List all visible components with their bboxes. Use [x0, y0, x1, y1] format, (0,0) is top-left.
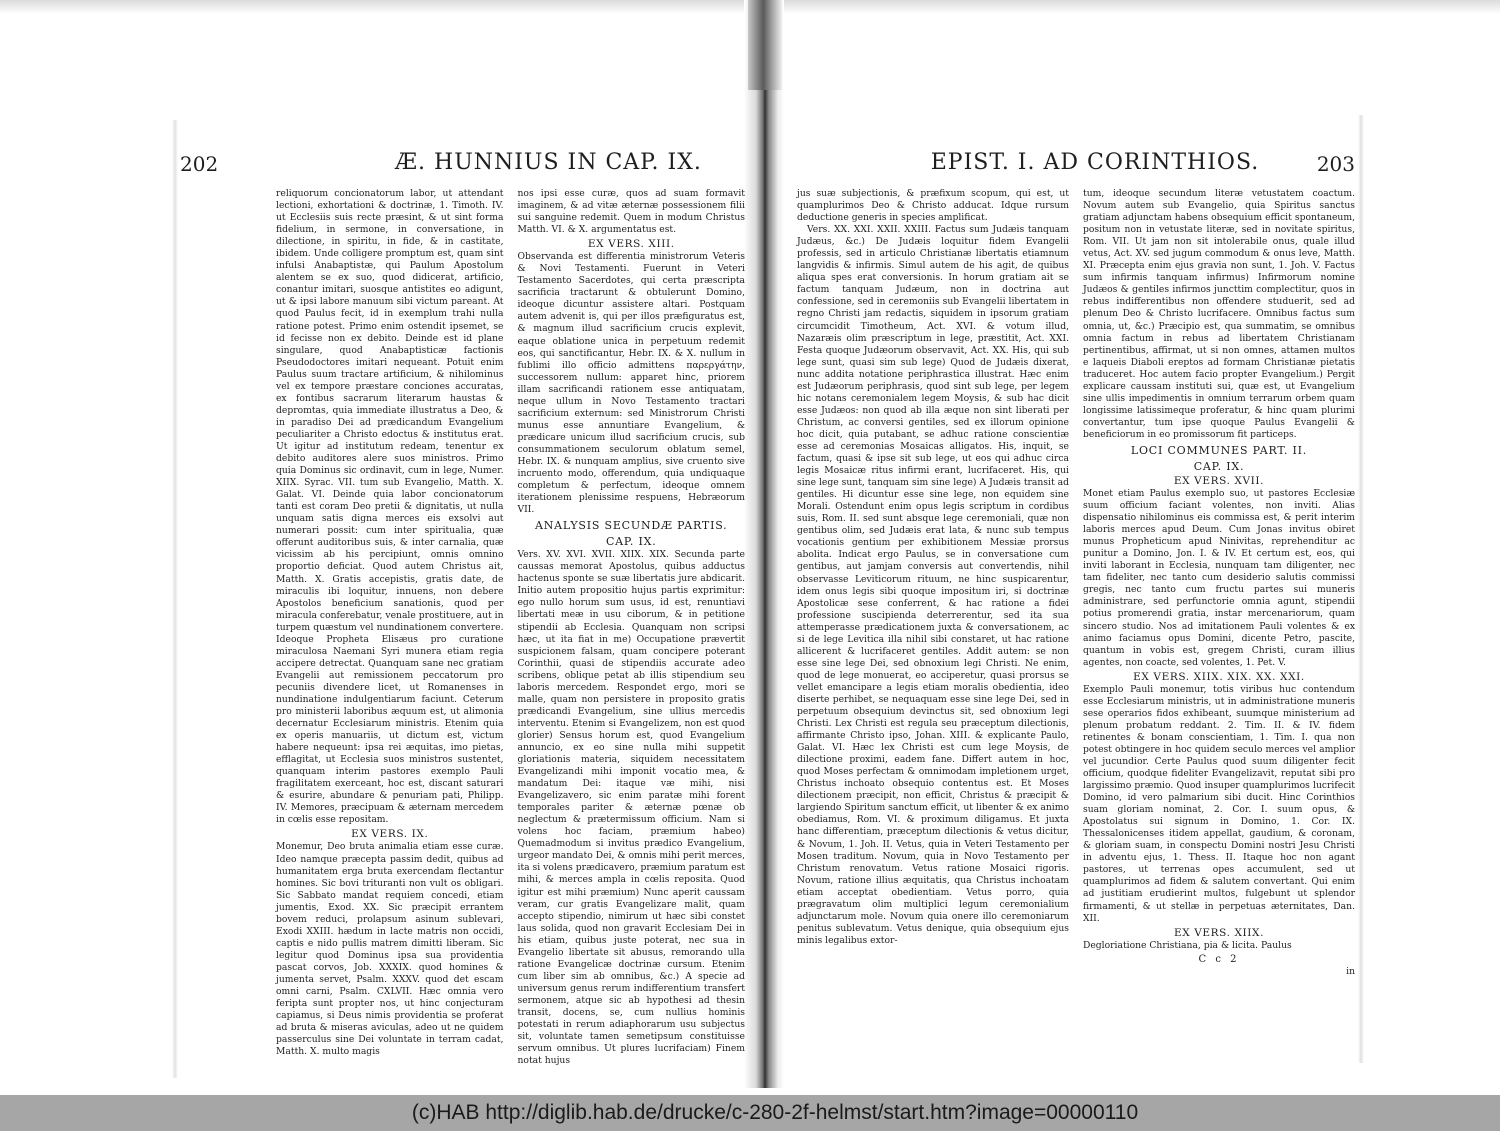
section-heading: EX VERS. XIIX.	[1173, 926, 1265, 939]
right-page-edge	[1358, 115, 1364, 1063]
paragraph: Monemur, Deo bruta animalia etiam esse curæ. Ideo namque præcepta passim dedit, quibus ad humanitatem erga bruta exercendam flectantur homines. Sic bovi trituranti non vult os obligari. Sic Sabbato mandat requiem concedi, etiam jumentis, Exod. XX. Sic præcipit errantem bovem reduci, prolapsum asinum sublevari, Exodi XXIII. hædum in lacte matris non occidi, captis e nido pullis matrem dimitti liberam. Sic legitur quod Dominus ipsa sua providentia pascat corvos, Job. XXXIX. quod homines & jumenta servet, Psalm. XXXV. quod det escam omni carni, Psalm. CXLVII. Hæc omnia vero feripta sunt propter nos, ut hinc conjecturam capiamus, si Deus nimis providentia se proferat ad bruta & miseras aviculas, adeo ut ne quidem passerculus sine Dei voluntate in terram cadat, Matth. X. multo magis	[276, 841, 504, 1058]
paragraph: reliquorum concionatorum labor, ut attendant lectioni, exhortationi & doctrinæ, 1. Timoth. IV. ut Ecclesiis suis recte præsint, & ut sint forma fidelium, in sermone, in conversatione, in dilectione, in spiritu, in fide, & in castitate, ibidem. Unde colligere promptum est, quam sint infulsi Anabaptistæ, qui Paulum Apostolum alentem se ex suo, quod didicerat, artificio, conantur imitari, suosque antistites eo adigunt, ut & ipsi labore manuum sibi victum pareant. At quod Paulus fecit, id in exemplum trahi nulla ratione potest. Primo enim ostendit ipsemet, se id fecisse non ex debito. Deinde est id plane singulare, quod Anabaptisticæ factionis Pseudodoctores imitari nequeant. Potuit enim Paulus suum tractare artificium, & nihilominus vel ex tempore præstare conciones accuratas, ex fontibus sacrarum literarum haustas & depromtas, quia immediate illustratus a Deo, & in paradiso Dei ad prædicandum Evangelium peculiariter a Christo edoctus & institutus erat. Ut igitur ad institutum redeam, tenentur ex debito auditores alere suos ministros. Primo quia Dominus sic ordinavit, cum in lege, Numer. XIIX. Syrac. VII. tum sub Evangelio, Matth. X. Galat. VI. Deinde quia labor concionatorum tanti est coram Deo pretii & dignitatis, ut nulla unquam satis digna merces eis exsolvi aut numerari possit: cum inter spiritualia, quæ offerunt auditoribus suis, & inter carnalia, quæ vicissim ab his percipiunt, omnis omnino proportio deficiat. Quod autem Christus ait, Matth. X. Gratis accepistis, gratis date, de miraculis ibi loquitur, innuens, non debere Apostolos beneficium sanationis, quod per miracula conferebatur, venale prostituere, aut in turpem quæstum vel nundinationem convertere. Ideoque Propheta Elisæus pro curatione miraculosa Naemani Syri munera etiam regia accipere detrectat. Quanquam sane nec gratiam Evangelii aut remissionem peccatorum pro pecuniis divendere licet, ut Romanenses in nundinatione indulgentiarum faciunt. Ceterum pro ministerii laboribus æquum est, ut alimonia decernatur Ecclesiarum ministris. Etenim quia ex operis manuariis, ut dictum est, victum habere nequeunt: ipsa rei æquitas, imo pietas, efflagitat, ut Ecclesia suos ministros sustentet, quanquam interim pastores exemplo Pauli fragilitatem exerceant, hoc est, discant saturari & esurire, abundare & penuriam pati, Philipp. IV. Memores, præcipuam & æternam mercedem in cœlis esse repositam.	[276, 188, 504, 826]
page-number: 203	[1316, 152, 1355, 176]
column-left	[797, 188, 1069, 1050]
page-number: 202	[180, 152, 219, 176]
copyright-footer: (c)HAB http://diglib.hab.de/drucke/c-280-2f-helmst/start.htm?image=00000110	[0, 1095, 1500, 1131]
text-columns	[797, 188, 1355, 1050]
column-right	[1083, 188, 1355, 1050]
text-columns	[276, 188, 745, 1067]
running-head: Æ. HUNNIUS IN CAP. IX.	[395, 150, 702, 175]
section-heading: EX VERS. XIIX. XIX. XX. XXI.	[1133, 670, 1305, 683]
section-heading: EX VERS. XVII.	[1173, 474, 1265, 487]
part-heading: CAP. IX.	[1193, 459, 1245, 473]
signature-mark: C c 2	[1198, 953, 1240, 965]
paragraph: Vers. XV. XVI. XVII. XIIX. XIX. Secunda parte caussas memorat Apostolus, quibus adductus hactenus sponte se suæ libertatis jure abdicarit. Initio autem propositio hujus partis exprimitur: ego nullo horum sum usus, id est, renuntiavi libertati meæ in usu ciborum, & in petitione stipendii ab Ecclesia. Quanquam non scripsi hæc, ut ita fiat in me) Occupatione prævertit suspicionem falsam, quam concipere poterant Corinthii, quasi de stipendiis accurate adeo scribens, oblique petat ab illis stipendium seu laboris mercedem. Respondet ergo, mori se malle, quam non persistere in proposito gratis prædicandi Evangelium, sine ullius mercedis interventu. Etenim si Evangelizem, non est quod glorier) Sensus horum est, quod Evangelium annuncio, ex eo sine nulla mihi suppetit gloriationis materia, siquidem necessitatem Evangelizandi mihi imponit vocatio mea, & mandatum Dei: itaque væ mihi, nisi Evangelizavero, sic enim paratæ mihi forent temporales pariter & æternæ pœnæ ob neglectum & prætermissum officium. Nam si volens hoc faciam, præmium habeo) Quemadmodum si invitus prædico Evangelium, urgeor mandato Dei, & omnis mihi perit merces, ita si volens prædicavero, præmium paratum est mihi, & merces ampla in cœlis reposita. Quod igitur est mihi præmium) Nunc aperit caussam veram, cur gratis Evangelizare malit, quam accepto stipendio, nimirum ut hæc sibi constet laus solida, quod non gravarit Ecclesiam Dei in his etiam, quibus juste poterat, nec sua in Evangelio libertate sit abusus, remorando ulla ratione Evangelicæ doctrinæ cursum. Etenim cum liber sim ab omnibus, &c.) A specie ad universum genus rerum indifferentium transfert sermonem, atque sic ab hypothesi ad thesin transit, docens, se, cum nullius hominis potestati in rerum adiaphorarum usu subjectus sit, voluntate tamen semetipsum constituisse servum omnibus. Ut plures lucrifaciam) Finem notat hujus	[517, 549, 745, 1067]
book-gutter	[744, 0, 784, 1088]
catchword: in	[1346, 965, 1355, 977]
part-heading: ANALYSIS SECUNDÆ PARTIS.	[535, 519, 728, 533]
running-head: EPIST. I. AD CORINTHIOS.	[930, 150, 1260, 175]
book-gutter-shadow	[748, 0, 782, 90]
part-heading: CAP. IX.	[605, 535, 657, 549]
paragraph: Degloriatione Christiana, pia & licita. Paulus	[1083, 939, 1292, 951]
left-page	[180, 150, 745, 1067]
paragraph: Exemplo Pauli monemur, totis viribus huc contendum esse Ecclesiarum ministris, ut in administratione muneris sese operarios fidos exhibeant, suumque ministerium ad plenum probatum reddant. 2. Tim. II. & IV. fidem retinentes & bonam conscientiam, 1. Tim. I. qua non potest obtingere in hoc quidem seculo merces vel amplior vel jucundior. Certe Paulus quod suum diligenter fecit officium, quodque fideliter Evangelizavit, reputat sibi pro largissimo præmio. Quod insuper quamplurimos lucrifecit Domino, id vero palmarium sibi ducit. Hinc Corinthios suam gloriam nominat, 2. Cor. I. suum opus, & Apostolatus sui signum in Domino, 1. Cor. IX. Thessalonicenses itidem appellat, gaudium, & coronam, & gloriam suam, in conspectu Domini nostri Jesu Christi in adventu ejus, 1. Thess. II. Itaque hoc non agant pastores, ut terrenas opes accumulent, sed ut quamplurimos ad fidem & salutem convertant. Qui enim ad justitiam erudierint multos, fulgebunt ut splendor firmamenti, & ut stellæ in perpetuas æternitates, Dan. XII.	[1083, 683, 1355, 924]
part-heading: LOCI COMMUNES PART. II.	[1130, 443, 1308, 457]
paragraph: Observanda est differentia ministrorum Veteris & Novi Testamenti. Fuerunt in Veteri Testamento Sacerdotes, qui certa præscripta sacrificia tractarunt & obtulerunt Domino, ideoque dicuntur assistere altari. Postquam autem advenit is, qui per illos præfiguratus est, & magnum illud sacrificium crucis explevit, eaque oblatione unica in perpetuum redemit eos, qui sanctificantur, Hebr. IX. & X. nullum in fublimi illo officio admittens παρεργάτην, successorem nullum: apparet hinc, priorem illam sacrificandi rationem esse antiquatam, neque ullum in Novo Testamento tractari sacrificium externum: sed Ministrorum Christi munus esse annuntiare Evangelium, & prædicare unicum illud sacrificium crucis, sub consummationem seculorum oblatum semel, Hebr. IX. & nunquam amplius, sive cruento sive incruento modo, offerendum, quia undiquaque completum & perfectum, ideoque omnem iterationem plenissime respuens, Hebræorum VII.	[517, 251, 745, 516]
section-heading: EX VERS. IX.	[351, 828, 429, 841]
paragraph: jus suæ subjectionis, & præfixum scopum, qui est, ut quamplurimos Deo & Christo adducat. Idque rursum deductione generis in species amplificat.	[797, 188, 1069, 224]
paragraph: nos ipsi esse curæ, quos ad suam formavit imaginem, & ad vitæ æternæ possessionem filii sui sanguine redemit. Quem in modum Christus Matth. VI. & X. argumentatus est.	[517, 188, 745, 236]
paragraph: tum, ideoque secundum literæ vetustatem coactum. Novum autem sub Evangelio, quia Spiritus sanctus gratiam adjunctam habens obsequium efficit spontaneum, positum non in vetustate literæ, sed in novitate spiritus, Rom. VII. Ut jam non sit intolerabile onus, quale illud vetus, Act. XV. sed jugum commodum & onus leve, Matth. XI. Præcepta enim ejus gravia non sunt, 1. Joh. V. Factus sum infirmis tanquam infirmus) Infirmorum nomine Judæos & gentiles infirmos juncttim complectitur, quos in rebus indifferentibus non offendere studuerit, sed ad plenum Deo & Christo lucrifacere. Omnibus factus sum omnia, ut, &c.) Præcipio est, qua summatim, se omnibus omnia factum in rebus ad libertatem Christianam pertinentibus, affirmat, ut si non omnes, attamen multos e laqueis Diaboli ereptos ad formam Christianæ pietatis traduceret. Hoc autem facio propter Evangelium.) Pergit explicare caussam instituti sui, quæ est, ut Evangelium sine ullis impedimentis in omnium terrarum orbem quam longissime latissimeque proferatur, & hinc quam plurimi convertantur, tum ipse quoque Paulus Evangelii & beneficiorum in eo promissorum fit particeps.	[1083, 188, 1355, 440]
column-left	[276, 188, 504, 1058]
column-right	[517, 188, 746, 1067]
paragraph: Monet etiam Paulus exemplo suo, ut pastores Ecclesiæ suum officium faciant volentes, non inviti. Alias dispensatio nihilominus eis commissa est, & perit interim laboris merces apud Deum. Cum Jonas invitus obiret munus Propheticum apud Ninivitas, reprehenditur ac punitur a Domino, Jon. I. & IV. Et certum est, eos, qui inviti laborant in Ecclesia, nunquam tam diligenter, nec tam fideliter, nec tanto cum desiderio salutis commissi gregis, nec tanto cum fructu partes sui muneris administrare, sed perfunctorie omnia agunt, stipendii potius promerendi gratia, instar mercenariorum, quam sincero studio. Nos ad imitationem Pauli volentes & ex animo faciamus opus Domini, dicente Petro, pascite, quantum in vobis est, gregem Christi, curam illius agentes, non coacte, sed volentes, 1. Pet. V.	[1083, 487, 1355, 668]
section-heading: EX VERS. XIII.	[587, 238, 675, 251]
left-page-edge	[172, 120, 178, 1078]
paragraph: Vers. XX. XXI. XXII. XXIII. Factus sum Judæis tanquam Judæus, &c.) De Judæis loquitur fidem Evangelii professis, sed in articulo Christianæ libertatis etiamnum langvidis & infirmis. Simul autem de his agit, de quibus aliqua spes erat conversionis. In horum gratiam ait se factum tanquam Judæum, non in doctrina aut confessione, sed in ceremoniis sub Evangelii libertatem in regno Christi jam redactis, siquidem in ipsorum gratiam circumcidit Timotheum, Act. XVI. & votum illud, Nazaræis olim præscriptum in lege, præstitit, Act. XXI. Festa quoque Judæorum observavit, Act. XX. His, qui sub lege sunt, quasi sim sub lege) Quod de Judæis dixerat, nunc addita notatione periphrastica illustrat. Hæc enim est Judæorum periphrasis, quod sint sub lege, per legem hic notans ceremonialem legem Moysis, & sub hac dicit esse Judæos: non quod ab illa æque non sint liberati per Christum, ac conversi gentiles, sed ex illorum opinione hoc dicit, quia putabant, se adhuc ratione conscientiæ esse ad ceremonias Mosaicas alligatos. His, inquit, se factum, quasi & ipse sit sub lege, ut eos qui adhuc circa legis Mosaicæ ritus infirmi erant, lucrifaceret. His, qui sine lege sunt, tanquam sim sine lege) A Judæis transit ad gentiles. Hi dicuntur esse sine lege, non equidem sine Morali. Ostendunt enim opus legis scriptum in cordibus suis, Rom. II. sed sunt absque lege ceremoniali, quæ non gentibus olim, sed Judæis erat lata, & nunc sub tempus vocationis gentium per exhibitionem Messiæ prorsus abolita. Indicat ergo Paulus, se in conversatione cum gentibus, aut jamjam conversis aut convertendis, nihil observasse Leviticorum rituum, ne hinc suspicarentur, idem onus legis sibi quoque impositum iri, si doctrinæ Apostolicæ sese conferrent, & hac ratione a fidei professione suscipienda deterrerentur, sed ita sua attemperasse prædicationem juxta & conversationem, ac si de lege Levitica illa nihil sibi constaret, ut hac ratione allicerent & lucrifaceret gentiles. Addit autem: se non esse sine lege Dei, sed obnoxium legi Christi. Ne enim, quod de lege monuerat, eo acciperetur, quasi prorsus se vellet emancipare a legis etiam moralis obedientia, ideo diserte perhibet, se nequaquam esse sine lege Dei, sed in perpetuum obsequium devinctus sit, sed obnoxium legi Christi. Lex Christi est regula seu præceptum dilectionis, affirmante Christo ipso, Johan. XIII. & explicante Paulo, Galat. VI. Hæc lex Christi est cum lege Moysis, de dilectione proximi, eadem fane. Differt autem in hoc, quod Moses perfectam & omnimodam impletionem urget, Christus inchoato obsequio contentus est. Et Moses dilectionem præcipit, non efficit, Christus & præcipit & largiendo Spiritum sanctum efficit, ut libenter & ex animo obediamus, Rom. VI. & proximum diligamus. Et juxta hanc differentiam, præceptum dilectionis & vetus dicitur, & Novum, 1. Joh. II. Vetus, quia in Veteri Testamento per Mosen traditum. Novum, quia in Novo Testamento per Christum renovatum. Vetus ratione Mosaici rigoris. Novum, ratione illius æquitatis, qua Christus inchoatam etiam acceptat obedientiam. Vetus porro, quia prægravatum olim multiplici legum ceremonialium adjunctarum mole. Novum quia onere illo ceremoniarum penitus sublevatum. Vetus denique, quia obsequium ejus minis legalibus extor-	[797, 224, 1069, 946]
right-page	[785, 150, 1355, 1050]
